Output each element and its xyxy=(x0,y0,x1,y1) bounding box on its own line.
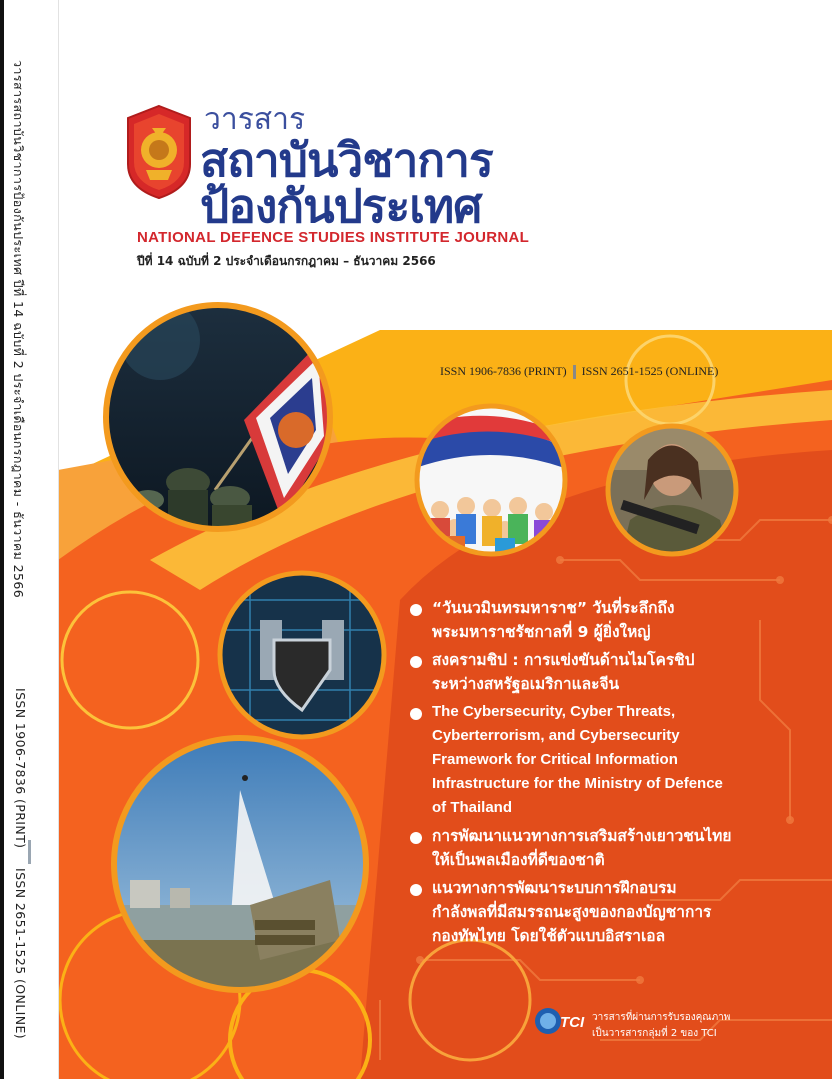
spine-edge xyxy=(0,0,4,1079)
journal-label: วารสาร xyxy=(204,102,306,137)
tci-badge xyxy=(534,1003,731,1043)
issn-separator xyxy=(573,365,576,379)
spine-issn-online: ISSN 2651-1525 (ONLINE) xyxy=(13,868,28,1040)
article-item xyxy=(410,876,830,948)
article-item xyxy=(410,700,830,820)
tci-caption-line2: เป็นวารสารกลุ่มที่ 2 ของ TCI xyxy=(592,1028,717,1039)
bullet-icon xyxy=(410,604,422,616)
article-title: การพัฒนาแนวทางการเสริมสร้างเยาวชนไทย ให้เป็นพลเมืองที่ดีของชาติ xyxy=(432,827,732,869)
spine-issn-print: ISSN 1906-7836 (PRINT) xyxy=(13,688,28,849)
article-title: แนวทางการพัฒนาระบบการฝึกอบรม กำลังพลที่มีสมรรถนะสูงของกองบัญชาการ กองทัพไทย โดยใช้ตัวแบบอิสราเอล xyxy=(432,879,712,945)
bullet-icon xyxy=(410,884,422,896)
issue-info: ปีที่ 14 ฉบับที่ 2 ประจำเดือนกรกฎาคม – ธันวาคม 2566 xyxy=(137,254,436,268)
issn-print: ISSN 1906-7836 (PRINT) xyxy=(440,364,567,378)
spine-title: วารสารสถาบันวิชาการป้องกันประเทศ ปีที่ 14 ฉบับที่ 2 ประจำเดือนกรกฎาคม - ธันวาคม 2566 xyxy=(11,60,26,599)
bullet-icon xyxy=(410,708,422,720)
book-spine xyxy=(0,0,59,1079)
tci-logo-icon xyxy=(534,1003,590,1039)
tci-caption-line1: วารสารที่ผ่านการรับรองคุณภาพ xyxy=(592,1012,731,1023)
issn-online: ISSN 2651-1525 (ONLINE) xyxy=(581,364,719,378)
article-item xyxy=(410,648,830,696)
bullet-icon xyxy=(410,832,422,844)
article-item xyxy=(410,596,830,644)
article-title: “วันนวมินทรมหาราช” วันที่ระลึกถึง พระมหาราชรัชกาลที่ 9 ผู้ยิ่งใหญ่ xyxy=(432,599,675,641)
journal-title-line1: สถาบันวิชาการ xyxy=(200,133,493,187)
article-item xyxy=(410,824,830,872)
article-title: The Cybersecurity, Cyber Threats, Cyberterrorism, and Cybersecurity Framework for Critical Information Infrastructure for the Ministry of Defence of Thailand xyxy=(432,703,723,816)
english-title: NATIONAL DEFENCE STUDIES INSTITUTE JOURNAL xyxy=(137,229,530,246)
issn-line xyxy=(440,364,718,379)
spine-separator xyxy=(28,840,31,864)
article-list xyxy=(410,596,830,952)
emblem-icon xyxy=(124,104,194,200)
article-title: สงครามชิป : การแข่งขันด้านไมโครชิป ระหว่างสหรัฐอเมริกาและจีน xyxy=(432,651,695,693)
journal-title-line2: ป้องกันประเทศ xyxy=(200,179,482,233)
tci-logo-text: TCI xyxy=(560,1014,585,1031)
bullet-icon xyxy=(410,656,422,668)
